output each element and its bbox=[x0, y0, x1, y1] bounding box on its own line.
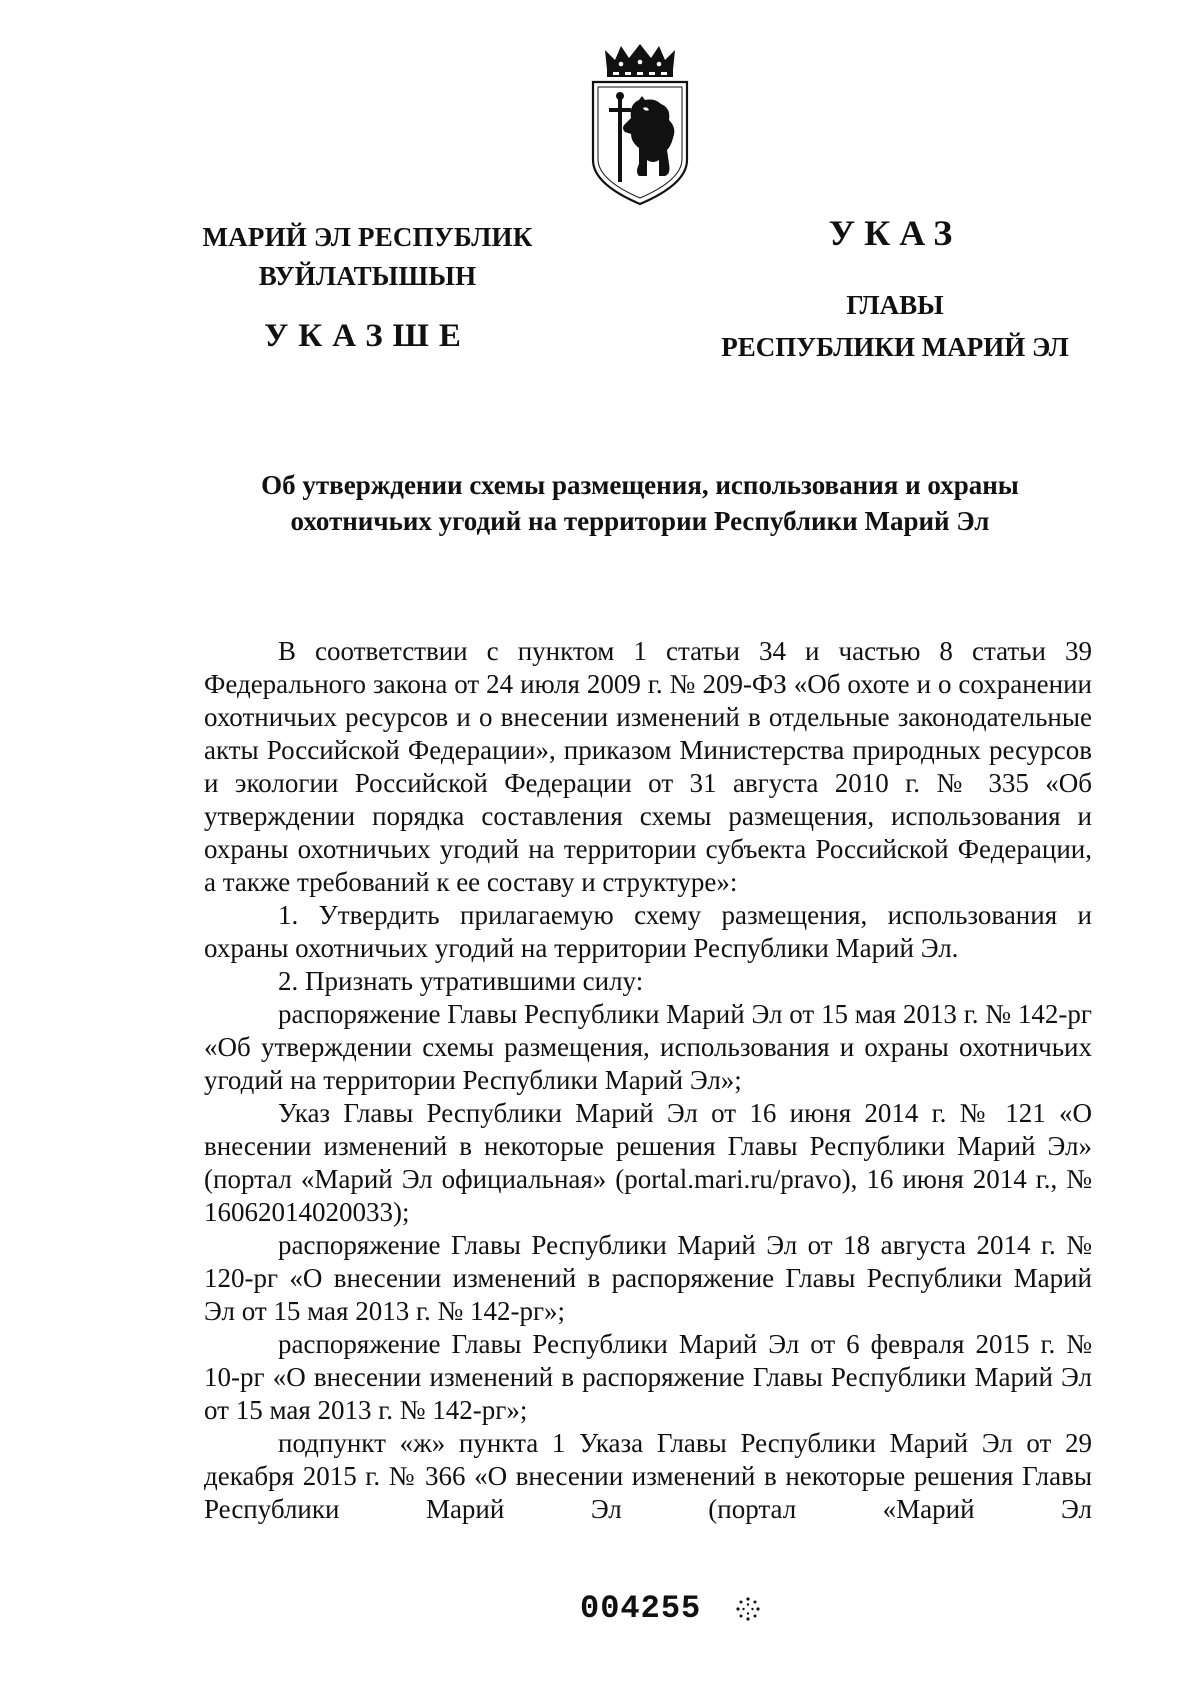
header-right-doc-type: УКАЗ bbox=[828, 213, 962, 253]
header-left-line2: ВУЙЛАТЫШЫН bbox=[258, 261, 477, 291]
header-left bbox=[195, 218, 540, 355]
coat-of-arms-icon bbox=[585, 42, 695, 210]
paragraph-item-1: 1. Утвердить прилагаемую схему размещения, использования и охраны охотничьих угодий на территории Республики Марий Эл. bbox=[204, 900, 1092, 963]
header-right bbox=[700, 212, 1090, 368]
header-left-line1: МАРИЙ ЭЛ РЕСПУБЛИК bbox=[202, 222, 533, 252]
header-right-line2: РЕСПУБЛИКИ МАРИЙ ЭЛ bbox=[721, 332, 1069, 362]
paragraph-repeal-4: распоряжение Главы Республики Марий Эл от 6 февраля 2015 г. № 10-рг «О внесении изменений в распоряжение Главы Республики Марий Эл от 15 мая 2013 г. № 142-рг»; bbox=[204, 1329, 1092, 1425]
paragraph-repeal-3: распоряжение Главы Республики Марий Эл от 18 августа 2014 г. № 120-рг «О внесении изменений в распоряжение Главы Республики Марий Эл от 15 мая 2013 г. № 142-рг»; bbox=[204, 1230, 1092, 1326]
serial-number: 004255 bbox=[580, 1590, 702, 1627]
title-line1: Об утверждении схемы размещения, использования и охраны bbox=[261, 470, 1019, 500]
header-right-line1: ГЛАВЫ bbox=[846, 290, 944, 320]
stamp-mark-icon bbox=[735, 1596, 761, 1622]
paragraph-repeal-2: Указ Главы Республики Марий Эл от 16 июня 2014 г. № 121 «О внесении изменений в некоторые решения Главы Республики Марий Эл» (портал «Марий Эл официальная» (portal.mari.ru/pravo), 16 июня 2014 г., № 16062014020033); bbox=[204, 1098, 1092, 1227]
title-line2: охотничьих угодий на территории Республики Марий Эл bbox=[290, 506, 990, 536]
paragraph-item-2: 2. Признать утратившими силу: bbox=[278, 966, 644, 996]
serial-number-footer bbox=[580, 1590, 761, 1627]
document-body bbox=[204, 635, 1092, 1526]
paragraph-repeal-5: подпункт «ж» пункта 1 Указа Главы Республики Марий Эл от 29 декабря 2015 г. № 366 «О внесении изменений в некоторые решения Главы Республики Марий Эл (портал «Марий Эл bbox=[204, 1428, 1092, 1524]
paragraph-repeal-1: распоряжение Главы Республики Марий Эл от 15 мая 2013 г. № 142-рг «Об утверждении схемы размещения, использования и охраны охотничьих угодий на территории Республики Марий Эл»; bbox=[204, 999, 1092, 1095]
document-title bbox=[200, 467, 1080, 539]
header-left-doc-type: УКАЗШЕ bbox=[264, 318, 471, 354]
paragraph-preamble: В соответствии с пунктом 1 статьи 34 и частью 8 статьи 39 Федерального закона от 24 июля 2009 г. № 209-ФЗ «Об охоте и о сохранении охотничьих ресурсов и о внесении изменений в отдельные законодательные акты Российской Федерации», приказом Министерства природных ресурсов и экологии Российской Федерации от 31 августа 2010 г. № 335 «Об утверждении порядка составления схемы размещения, использования и охраны охотничьих угодий на территории субъекта Российской Федерации, а также требований к ее составу и структуре»: bbox=[204, 636, 1092, 897]
